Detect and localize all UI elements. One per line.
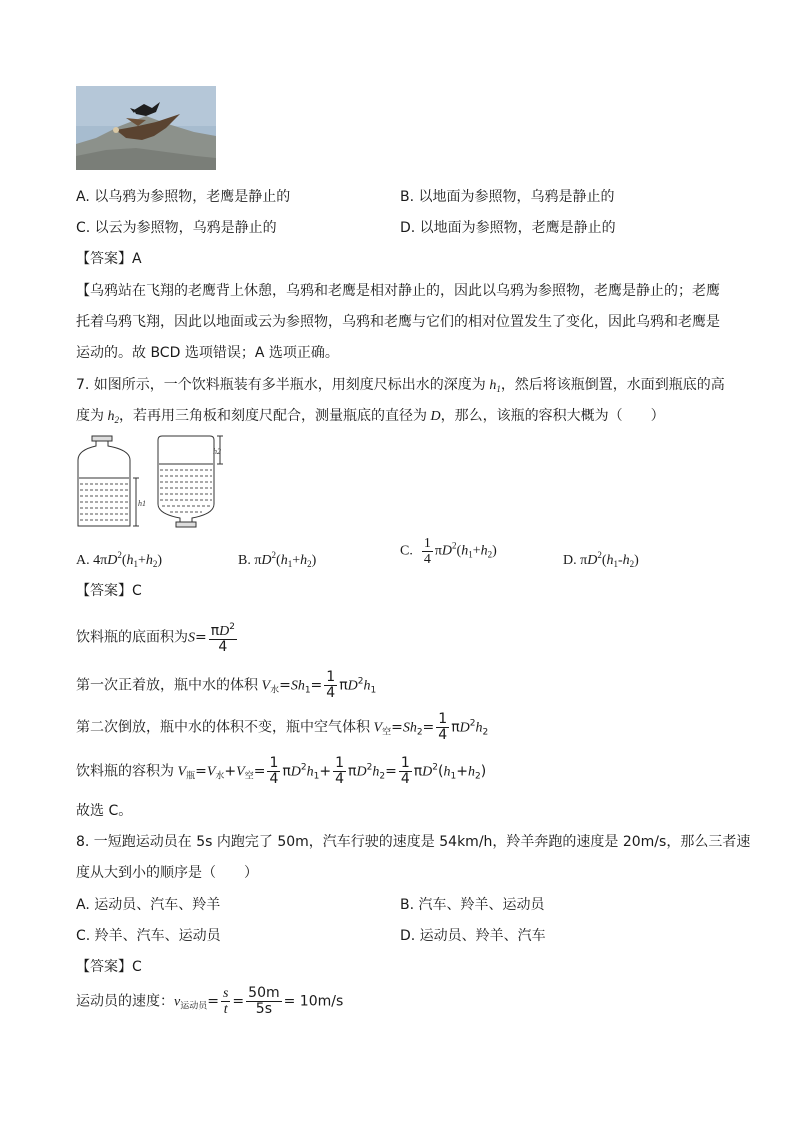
q7-solution-area: 饮料瓶的底面积为S= $\frac{\pi D^2}{4}$: [76, 622, 236, 655]
q7-stem-part-1: 7. 如图所示，一个饮料瓶装有多半瓶水，用刻度尺标出水的深度为: [76, 377, 486, 393]
q7-solution-total-volume: 饮料瓶的容积为 $V_瓶=V_水+V_空=$ $\frac{1}{4}$ $\pi D^2h_1+$ $\frac{1}{4}$ $\pi D^2h_2=$ $\frac{1}{4}$ $\pi D^2(h_1+h_2)$: [76, 755, 487, 787]
q7-solution-water-label: 第一次正着放，瓶中水的体积: [76, 677, 258, 694]
q8-option-b: B. 汽车、羚羊、运动员: [400, 897, 545, 913]
q8-stem-line-2: 度从大到小的顺序是（ ）: [76, 865, 258, 881]
q8-frac-num-2: 50m: [248, 985, 280, 1001]
q8-frac-num-1: s: [222, 986, 229, 1001]
bottle-figure: [74, 434, 234, 530]
air-subscript: 空: [382, 727, 392, 738]
q8-frac-den-2: 5s: [255, 1001, 272, 1017]
q7-stem-part-3: 度为: [76, 408, 104, 424]
q8-option-d: D. 运动员、羚羊、汽车: [400, 928, 546, 944]
q7-stem-part-2: ，然后将该瓶倒置，水面到瓶底的高: [500, 377, 725, 393]
q7-option-c: C. $\frac{1}{4}$ $\pi D^2(h_1+h_2)$: [400, 536, 497, 567]
q6-option-a: A. 以乌鸦为参照物，老鹰是静止的: [76, 189, 291, 205]
q8-answer: 【答案】C: [76, 959, 142, 975]
bottle-subscript: 瓶: [186, 771, 196, 782]
q6-answer: 【答案】A: [76, 251, 142, 267]
q7-stem-line-1: 7. 如图所示，一个饮料瓶装有多半瓶水，用刻度尺标出水的深度为 $h_1$，然后将该瓶倒置，水面到瓶底的高: [76, 377, 725, 394]
q7-solution-total-label: 饮料瓶的容积为: [76, 763, 174, 780]
q6-option-b: B. 以地面为参照物，乌鸦是静止的: [400, 189, 615, 205]
q7-option-b: B. $\pi D^2(h_1+h_2)$: [238, 550, 317, 569]
q6-explanation-line-3: 运动的。故 BCD 选项错误；A 选项正确。: [76, 345, 339, 361]
q7-option-d: D. $\pi D^2(h_1-h_2)$: [563, 550, 639, 569]
q7-option-a: A. $4\pi D^2(h_1+h_2)$: [76, 550, 163, 569]
q8-result: = 10m/s: [283, 993, 344, 1010]
q8-stem-line-1: 8. 一短跑运动员在 5s 内跑完了 50m，汽车行驶的速度是 54km/h，羚羊奔跑的速度是 20m/s，那么三者速: [76, 834, 751, 850]
q6-option-c: C. 以云为参照物，乌鸦是静止的: [76, 220, 277, 236]
q7-solution-conclusion: 故选 C。: [76, 803, 133, 819]
q6-explanation-line-2: 托着乌鸦飞翔，因此以地面或云为参照物，乌鸦和老鹰与它们的相对位置发生了变化，因此乌鸦和老鹰是: [76, 314, 720, 330]
q7-stem-line-2: 度为 $h_2$，若再用三角板和刻度尺配合，测量瓶底的直径为 D，那么，该瓶的容积大概为（ ）: [76, 408, 665, 425]
q8-frac-den-1: t: [223, 1002, 228, 1017]
q8-solution: 运动员的速度：$v_{运动员}=$ $\frac{s}{t}$ = $\frac{50m}{5s}$ = 10m/s: [76, 985, 344, 1017]
q8-option-c: C. 羚羊、汽车、运动员: [76, 928, 221, 944]
upright-bottle: [78, 436, 139, 526]
runner-subscript: 运动员: [180, 1001, 208, 1012]
svg-text:h1: h1: [138, 499, 146, 508]
q7-solution-air-label: 第二次倒放，瓶中水的体积不变，瓶中空气体积: [76, 719, 370, 736]
q7-stem-part-4: ，若再用三角板和刻度尺配合，测量瓶底的直径为: [119, 408, 427, 424]
svg-text:h2: h2: [213, 447, 221, 456]
q7-answer: 【答案】C: [76, 583, 142, 599]
q7-solution-air-volume: 第二次倒放，瓶中水的体积不变，瓶中空气体积 $V_空=Sh_2=$ $\frac{1}{4}$ $\pi D^2h_2$: [76, 711, 489, 743]
q7-solution-water-volume: 第一次正着放，瓶中水的体积 $V_水=Sh_1=$ $\frac{1}{4}$ $\pi D^2h_1$: [76, 669, 377, 701]
q6-explanation-line-1: 【乌鸦站在飞翔的老鹰背上休憩，乌鸦和老鹰是相对静止的，因此以乌鸦为参照物，老鹰是静止的；老鹰: [76, 283, 720, 299]
q8-option-a: A. 运动员、汽车、羚羊: [76, 897, 221, 913]
q7-stem-part-5: ，那么，该瓶的容积大概为（ ）: [440, 408, 665, 424]
q7-solution-area-label: 饮料瓶的底面积为: [76, 629, 188, 646]
q8-solution-label: 运动员的速度：: [76, 993, 174, 1010]
crow-eagle-photo: [76, 86, 216, 170]
water-subscript: 水: [270, 685, 280, 696]
q6-option-d: D. 以地面为参照物，老鹰是静止的: [400, 220, 616, 236]
